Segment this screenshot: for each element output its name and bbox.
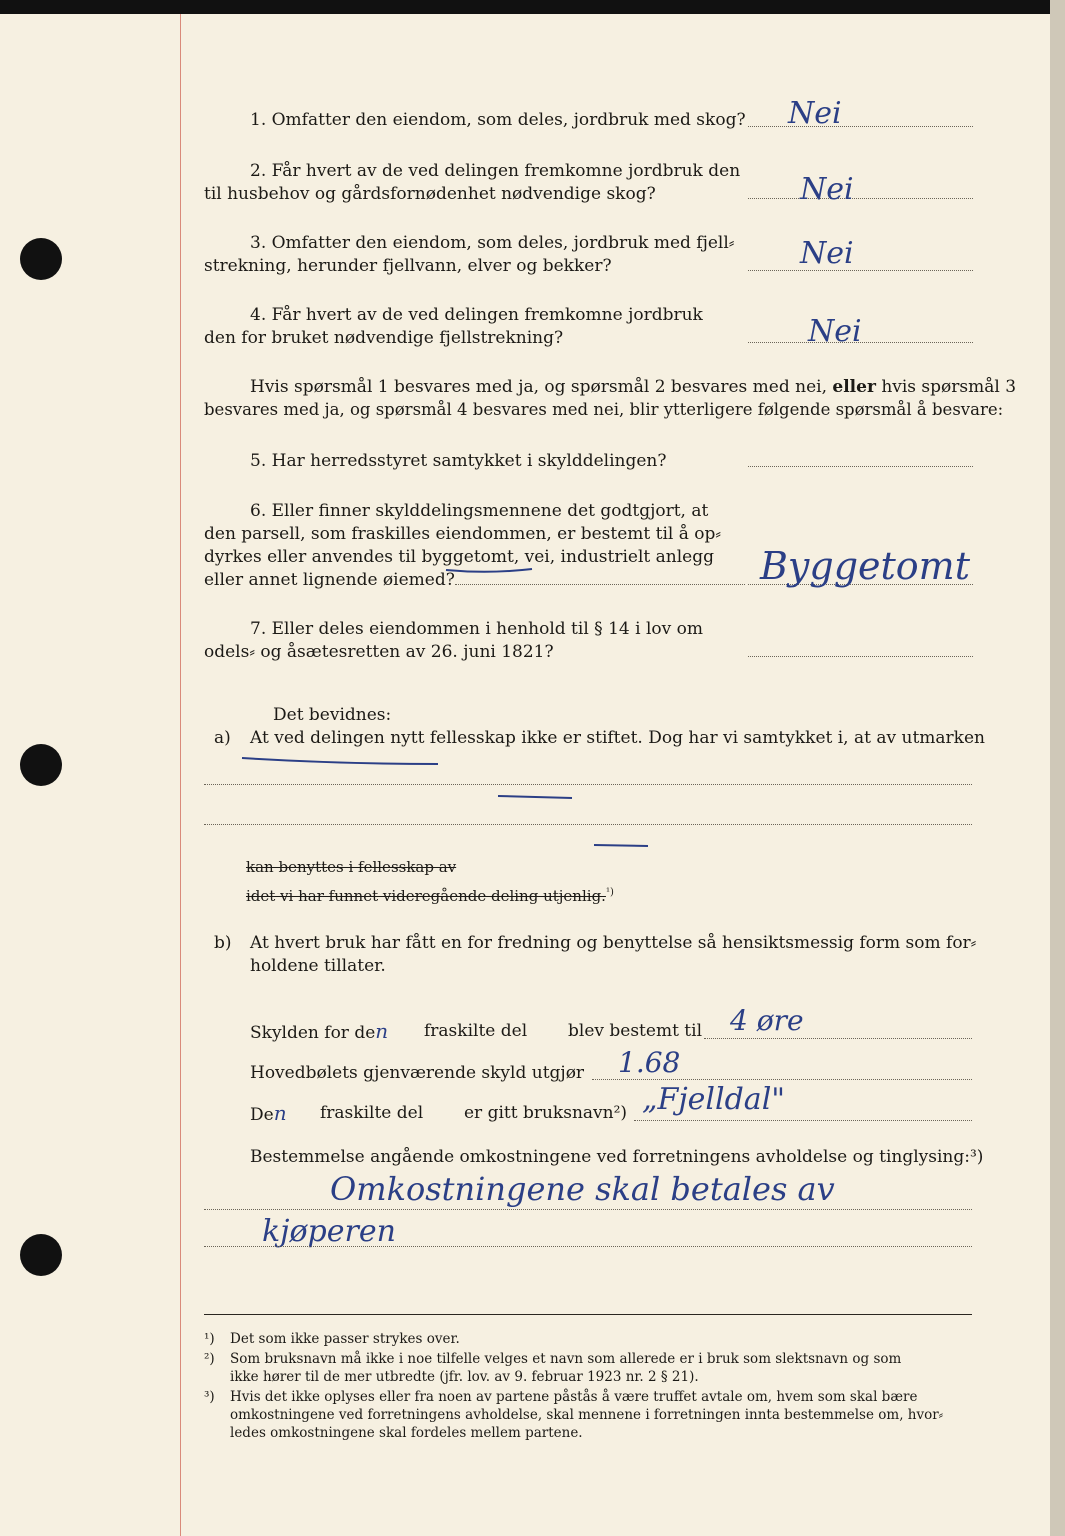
skyld-hand-n: n [375,1019,389,1043]
footnote-1: Det som ikke passer strykes over. [230,1331,460,1347]
condition-text-c: hvis spørsmål 3 [881,377,1017,397]
skyld-value: 4 øre [730,1004,804,1037]
punch-hole-middle [20,744,62,786]
question-2-line-2: til husbehov og gårdsfornødenhet nødvendige skog? [204,184,656,204]
underline-delingen [240,754,440,768]
hand-dash-1 [496,792,576,802]
footnote-2-mark: ²) [204,1351,215,1367]
struck-line-2-text: idet vi har funnet videregående deling utjenlig. [246,887,606,905]
hoved-label: Hovedbølets gjenværende skyld utgjør [250,1063,585,1083]
struck-line-2-footnote: ¹) [605,887,614,898]
question-4-line-1: 4. Får hvert av de ved delingen fremkomne jordbruk [250,305,703,325]
answer-1: Nei [788,96,842,131]
answer-line-2 [748,198,973,199]
blank-line-2 [204,824,972,825]
skyld-text-a: Skylden for de [250,1023,376,1043]
answer-3: Nei [800,236,854,271]
certify-b-line-2: holdene tillater. [250,956,386,976]
certify-a-label: a) [214,728,231,748]
navn-hand-n: n [273,1101,287,1125]
question-6-line-2: den parsell, som fraskilles eiendommen, er bestemt til å op⸗ [204,524,722,544]
document-page [0,14,1050,1536]
navn-label-c: er gitt bruksnavn²) [464,1103,628,1123]
condition-line-1 [250,376,1016,398]
question-7-line-2: odels⸗ og åsætesretten av 26. juni 1821? [204,642,554,662]
skyld-label-b: fraskilte del [424,1021,528,1041]
navn-label-a [250,1102,287,1126]
punch-hole-top [20,238,62,280]
answer-line-1 [748,126,973,127]
certify-intro: Det bevidnes: [273,705,392,725]
underline-byggetomt [444,564,534,576]
footnote-rule [204,1314,972,1315]
question-3-line-2: strekning, herunder fjellvann, elver og bekker? [204,256,612,276]
answer-line-3 [748,270,973,271]
certify-a-text: At ved delingen nytt fellesskap ikke er stiftet. Dog har vi samtykket i, at av utmarken [250,728,985,748]
bestemmelse-label: Bestemmelse angående omkostningene ved forretningens avholdelse og tinglysing:³) [250,1147,984,1167]
hand-dash-2 [592,842,652,850]
footnote-2-line-1: Som bruksnavn må ikke i noe tilfelle velges et navn som allerede er i bruk som slektsnavn og som [230,1351,902,1367]
footnote-1-mark: ¹) [204,1331,215,1347]
condition-text-eller: eller [832,377,876,397]
skyld-label-c: blev bestemt til [568,1021,703,1041]
answer-line-5 [748,466,973,467]
answer-line-6a [455,584,745,585]
question-5: 5. Har herredsstyret samtykket i skylddelingen? [250,451,667,471]
scan-right-edge [1050,0,1065,1536]
footnote-2-line-2: ikke hører til de mer utbredte (jfr. lov. av 9. februar 1923 nr. 2 § 21). [230,1369,699,1385]
question-7-line-1: 7. Eller deles eiendommen i henhold til § 14 i lov om [250,619,703,639]
question-6-line-3: dyrkes eller anvendes til byggetomt, vei, industrielt anlegg [204,547,714,567]
question-4-line-2: den for bruket nødvendige fjellstrekning? [204,328,564,348]
skyld-label-a [250,1020,388,1044]
condition-text-a: Hvis spørsmål 1 besvares med ja, og spørsmål 2 besvares med nei, [250,377,827,397]
question-2-line-1: 2. Får hvert av de ved delingen fremkomne jordbruk den [250,161,741,181]
certify-b-line-1: At hvert bruk har fått en for fredning og benyttelse så hensiktsmessig form som for⸗ [250,933,977,953]
skyld-line [704,1038,972,1039]
struck-line-2 [246,882,614,907]
question-3-line-1: 3. Omfatter den eiendom, som deles, jordbruk med fjell⸗ [250,233,735,253]
hoved-line [592,1079,972,1080]
footnote-3-line-2: omkostningene ved forretningens avholdelse, skal mennene i forretningen innta bestemmelse om, hvor⸗ [230,1407,944,1423]
punch-hole-bottom [20,1234,62,1276]
question-6-line-1: 6. Eller finner skylddelingsmennene det godtgjort, at [250,501,709,521]
navn-text-a: De [250,1105,274,1125]
question-1: 1. Omfatter den eiendom, som deles, jordbruk med skog? [250,110,746,130]
navn-label-b: fraskilte del [320,1103,424,1123]
hoved-value: 1.68 [618,1046,681,1079]
answer-2: Nei [800,172,854,207]
certify-b-label: b) [214,933,232,953]
struck-line-1: kan benyttes i fellesskap av [246,858,457,876]
condition-line-2: besvares med ja, og spørsmål 4 besvares med nei, blir ytterligere følgende spørsmål å besvare: [204,400,1004,419]
answer-line-7 [748,656,973,657]
footnote-3-mark: ³) [204,1389,215,1405]
answer-4: Nei [808,314,862,349]
blank-line-1 [204,784,972,785]
margin-rule [180,14,181,1536]
footnote-3-line-1: Hvis det ikke oplyses eller fra noen av partene påstås å være truffet avtale om, hvem som skal bære [230,1389,918,1405]
bestemmelse-line-2 [204,1246,972,1247]
navn-value: „Fjelldal" [642,1082,786,1117]
bestemmelse-hand-line-2: kjøperen [262,1214,396,1249]
bestemmelse-hand-line-1: Omkostningene skal betales av [330,1170,835,1208]
navn-line [634,1120,972,1121]
footnote-3-line-3: ledes omkostningene skal fordeles mellem partene. [230,1425,583,1441]
question-6-line-4: eller annet lignende øiemed? [204,570,455,590]
answer-6: Byggetomt [760,544,970,588]
bestemmelse-line-1 [204,1209,972,1210]
